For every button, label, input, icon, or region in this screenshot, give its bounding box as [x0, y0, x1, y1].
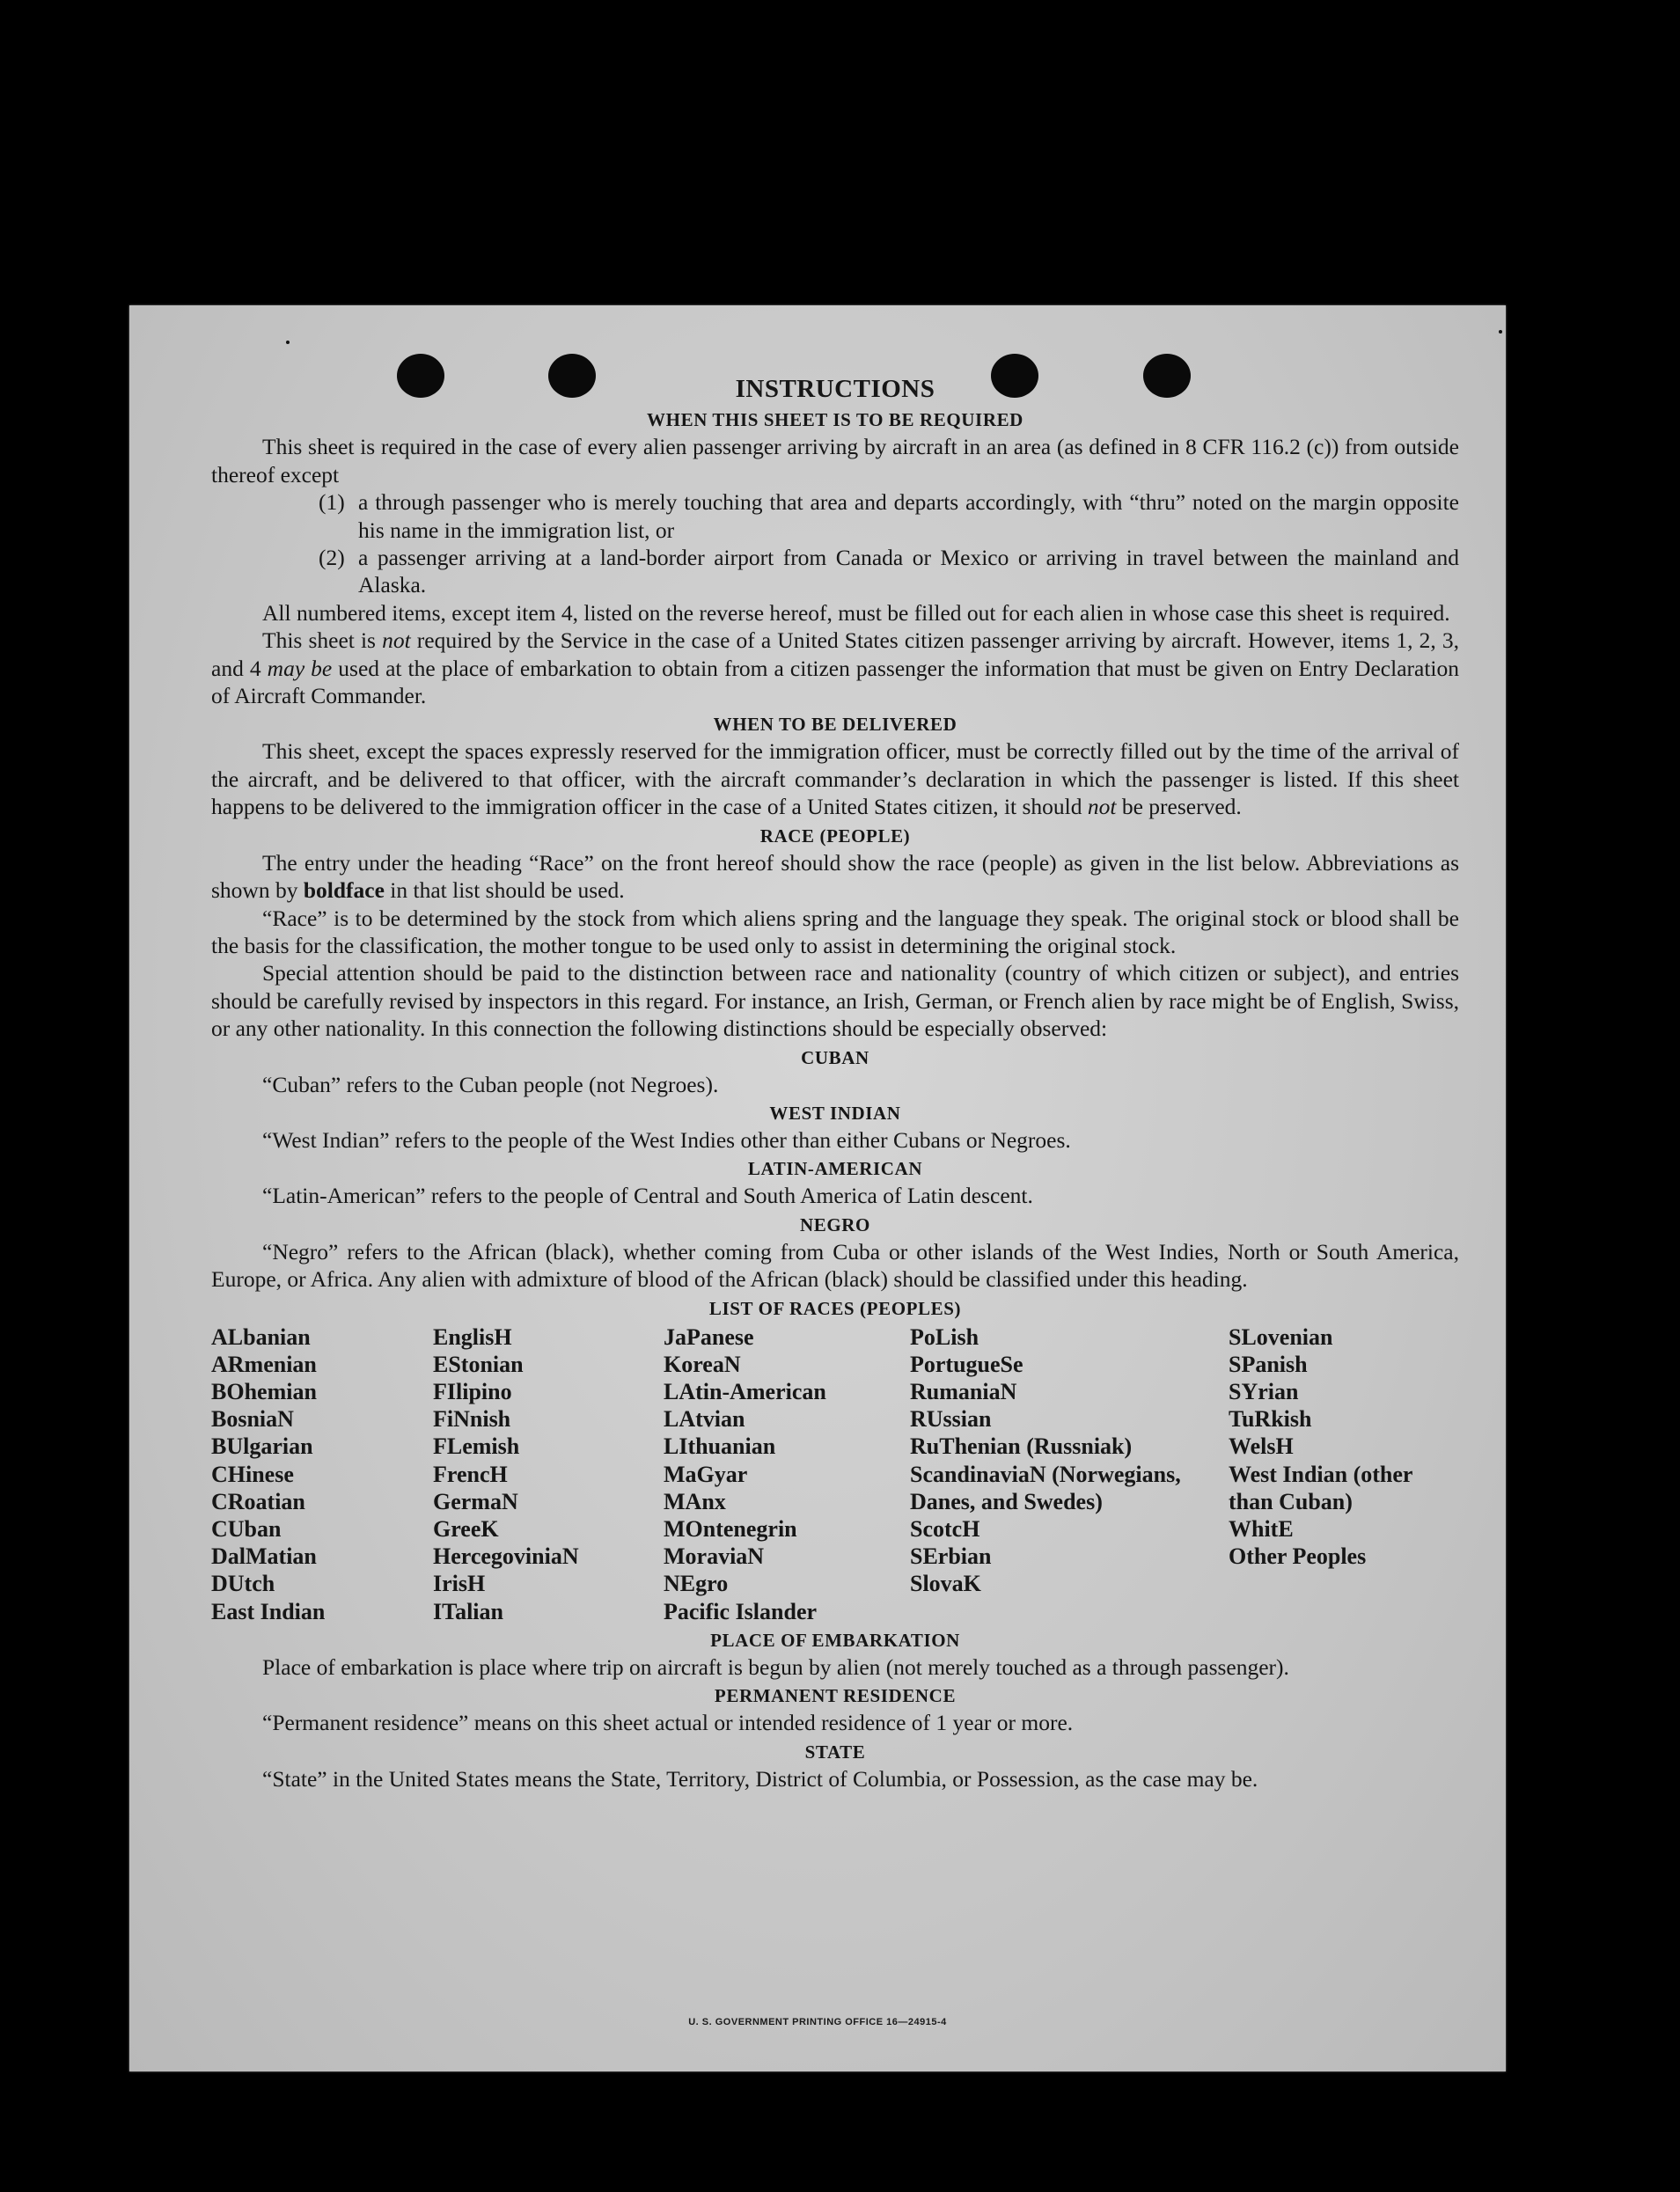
races-column-2 — [433, 1323, 664, 1625]
race-entry: EStonian — [433, 1351, 524, 1377]
race-entry: GermaN — [433, 1488, 518, 1514]
race-entry: WelsH — [1229, 1433, 1294, 1460]
heading-cuban: CUBAN — [801, 1046, 869, 1068]
delivered-not: not — [1087, 794, 1117, 820]
race-text-a: The entry under the heading “Race” on the front hereof should show the race (people) as given in the list below. Abbreviations as shown by — [211, 849, 1459, 904]
race-entry: CUban — [211, 1515, 282, 1542]
race-entry: Pacific Islander — [664, 1598, 818, 1624]
race-entry: MaGyar — [664, 1461, 748, 1487]
item-number: (2) — [319, 545, 345, 571]
race-entry: West Indian (other than Cuban) — [1229, 1461, 1412, 1514]
race-entry: ALbanian — [211, 1323, 311, 1350]
residence-text: “Permanent residence” means on this sheet actual or intended residence of 1 year or more. — [262, 1710, 1074, 1736]
race-entry: PortugueSe — [910, 1351, 1023, 1377]
document-sheet — [129, 305, 1506, 2071]
race-entry: DUtch — [211, 1571, 275, 1597]
races-column-1 — [211, 1323, 433, 1625]
race-entry: East Indian — [211, 1598, 326, 1624]
instructions-text — [211, 376, 1459, 1792]
race-entry: JaPanese — [664, 1323, 754, 1350]
delivered-text — [211, 737, 1459, 820]
race-entry: FIlipino — [433, 1378, 512, 1404]
heading-race: RACE (PEOPLE) — [759, 825, 911, 847]
race-entry: Other Peoples — [1229, 1543, 1367, 1570]
race-entry: ITalian — [433, 1598, 503, 1624]
citizen-maybe: may be — [267, 655, 333, 681]
race-entry: SlovaK — [910, 1571, 981, 1597]
race-entry: LAtvian — [664, 1406, 745, 1433]
race-para-3: Special attention should be paid to the distinction between race and nationality (country of which citizen or subject), and entries should be carefully revised by inspectors in this regard. For instance, an Irish, German, or French alien by race might be of English, Swiss, or any other nationality. In this connection the following distinctions should be especially observed: — [211, 960, 1459, 1042]
negro-text: “Negro” refers to the African (black), whether coming from Cuba or other islands of the West Indies, North or South America, Europe, or Africa. Any alien with admixture of blood of the African (black) should be classified under this heading. — [211, 1238, 1459, 1293]
race-entry: BOhemian — [211, 1378, 317, 1404]
race-entry: BosniaN — [211, 1406, 294, 1433]
item-text: a through passenger who is merely touching that area and departs accordingly, with “thru” noted on the margin opposite his name in the immigration list, or — [358, 489, 1459, 543]
exception-item-1 — [211, 488, 1459, 544]
heading-latin-american: LATIN-AMERICAN — [747, 1158, 923, 1180]
race-entry: ScandinaviaN (Norwegians, Danes, and Swedes) — [910, 1461, 1181, 1514]
heading-delivered: WHEN TO BE DELIVERED — [713, 714, 957, 736]
race-entry: GreeK — [433, 1515, 499, 1542]
races-list — [211, 1323, 1459, 1625]
race-entry: TuRkish — [1229, 1406, 1312, 1433]
race-boldface: boldface — [303, 877, 385, 904]
race-entry: SLovenian — [1229, 1323, 1333, 1350]
race-entry: ARmenian — [211, 1351, 317, 1377]
numbered-items-note: All numbered items, except item 4, listed on the reverse hereof, must be filled out for each alien in whose case this sheet is required. — [262, 599, 1450, 626]
race-entry: PoLish — [910, 1323, 979, 1350]
delivered-text-a: This sheet, except the spaces expressly reserved for the immigration officer, must be correctly filled out by the time of the arrival of the aircraft, and be delivered to that officer, with the aircraft commander’s declaration in which the passenger is listed. If this sheet happens to be delivered to the immigration officer in the case of a United States citizen, it should — [211, 738, 1459, 820]
races-column-4 — [910, 1323, 1229, 1625]
race-entry: IrisH — [433, 1571, 486, 1597]
race-entry: ScotcH — [910, 1515, 980, 1542]
race-entry: SPanish — [1229, 1351, 1308, 1377]
race-entry: DalMatian — [211, 1543, 317, 1570]
page-title: INSTRUCTIONS — [735, 375, 935, 403]
race-entry: HercegoviniaN — [433, 1543, 579, 1570]
race-entry: RumaniaN — [910, 1378, 1017, 1404]
race-entry: NEgro — [664, 1571, 729, 1597]
speck — [1499, 330, 1502, 334]
race-entry: KoreaN — [664, 1351, 741, 1377]
race-entry: MoraviaN — [664, 1543, 765, 1570]
race-entry: LAtin-American — [664, 1378, 826, 1404]
heading-negro: NEGRO — [799, 1213, 870, 1235]
item-number: (1) — [319, 489, 345, 516]
race-entry: LIthuanian — [664, 1433, 776, 1460]
race-text-b: in that list should be used. — [384, 877, 625, 904]
delivered-text-b: be preserved. — [1116, 794, 1242, 820]
required-intro: This sheet is required in the case of every alien passenger arriving by aircraft in an area (as defined in 8 CFR 116.2 (c)) from outside thereof except — [211, 434, 1459, 488]
heading-state: STATE — [804, 1741, 866, 1763]
heading-required: WHEN THIS SHEET IS TO BE REQUIRED — [647, 409, 1023, 431]
citizen-text-a: This sheet is — [262, 627, 383, 654]
citizen-note — [211, 627, 1459, 709]
race-entry: FiNnish — [433, 1406, 511, 1433]
speck — [286, 341, 290, 344]
race-entry: FrencH — [433, 1461, 508, 1487]
race-entry: MOntenegrin — [664, 1515, 797, 1542]
race-entry: RuThenian (Russniak) — [910, 1433, 1133, 1460]
latin-american-text: “Latin-American” refers to the people of Central and South America of Latin descent. — [262, 1183, 1033, 1209]
race-entry: SErbian — [910, 1543, 992, 1570]
west-indian-text: “West Indian” refers to the people of the West Indies other than either Cubans or Negroes. — [262, 1126, 1071, 1153]
race-entry: CRoatian — [211, 1488, 305, 1514]
embarkation-text: Place of embarkation is place where trip on aircraft is begun by alien (not merely touched as a through passenger). — [262, 1653, 1289, 1680]
race-entry: RUssian — [910, 1406, 992, 1433]
heading-residence: PERMANENT RESIDENCE — [714, 1685, 957, 1707]
heading-embarkation: PLACE OF EMBARKATION — [710, 1629, 960, 1651]
race-entry: CHinese — [211, 1461, 294, 1487]
races-column-3 — [664, 1323, 910, 1625]
race-entry: MAnx — [664, 1488, 726, 1514]
state-text: “State” in the United States means the State, Territory, District of Columbia, or Possession, as the case may be. — [262, 1765, 1258, 1792]
citizen-text-c: used at the place of embarkation to obtain from a citizen passenger the information that must be given on Entry Declaration of Aircraft Commander. — [211, 655, 1459, 709]
heading-list-of-races: LIST OF RACES (PEOPLES) — [708, 1297, 962, 1319]
cuban-text: “Cuban” refers to the Cuban people (not Negroes). — [262, 1071, 719, 1097]
citizen-text-b: required by the Service in the case of a United States citizen passenger arriving by aircraft. However, items 1, 2, 3, and 4 — [211, 627, 1459, 681]
race-entry: SYrian — [1229, 1378, 1299, 1404]
race-para-1 — [211, 849, 1459, 905]
exception-item-2 — [211, 544, 1459, 599]
citizen-not: not — [382, 627, 411, 654]
race-entry: BUlgarian — [211, 1433, 313, 1460]
heading-west-indian: WEST INDIAN — [769, 1102, 901, 1124]
race-entry: EnglisH — [433, 1323, 512, 1350]
printing-office-footer: U. S. GOVERNMENT PRINTING OFFICE 16—24915-4 — [688, 2017, 947, 2027]
item-text: a passenger arriving at a land-border airport from Canada or Mexico or arriving in travel between the mainland and Alaska. — [358, 545, 1459, 598]
race-entry: WhitE — [1229, 1515, 1294, 1542]
race-para-2: “Race” is to be determined by the stock from which aliens spring and the language they speak. The original stock or blood shall be the basis for the classification, the mother tongue to be used only to assist in determining the original stock. — [211, 905, 1459, 958]
race-entry: FLemish — [433, 1433, 520, 1460]
races-column-5 — [1229, 1323, 1459, 1625]
